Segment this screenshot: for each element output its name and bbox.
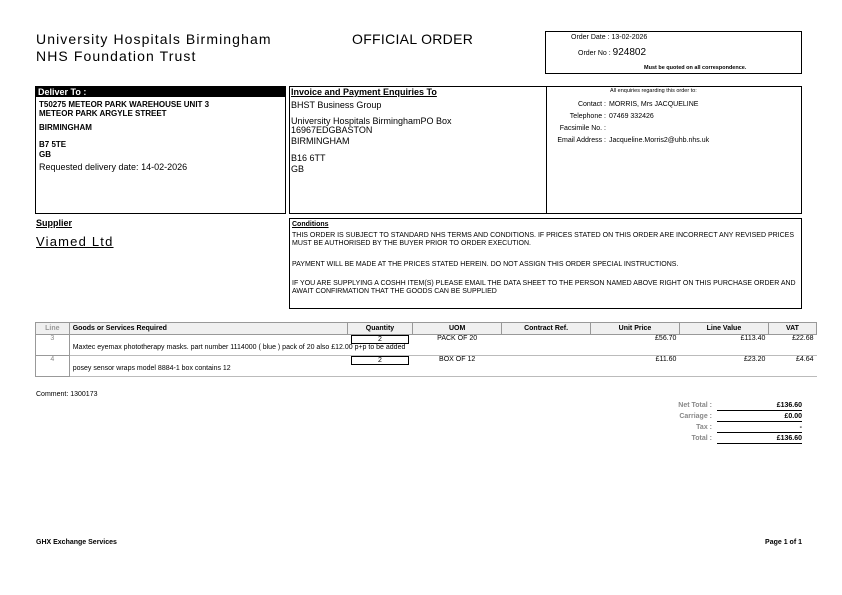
total-label: Total : [691,435,712,442]
invoice-heading: Invoice and Payment Enquiries To [291,87,437,97]
net-total-value: £136.60 [717,401,802,411]
row-description: posey sensor wraps model 8884-1 box contains 12 [69,365,816,377]
order-lines-table [35,322,817,377]
conditions-p2: PAYMENT WILL BE MADE AT THE PRICES STATED HEREIN. DO NOT ASSIGN THIS ORDER SPECIAL INSTRUCTIONS. [292,261,679,268]
invoice-line5: B16 6TT [291,153,326,163]
order-info-box [545,31,802,74]
table-row-description [36,344,817,356]
hospital-name-line1: University Hospitals Birmingham [36,31,272,47]
deliver-to-heading: Deliver To : [36,87,285,97]
invoice-box [289,86,802,214]
carriage-value: £0.00 [717,412,802,422]
row-vat: £4.64 [795,356,814,363]
col-line-value: Line Value [679,323,768,335]
row-quantity [347,356,412,366]
row-contract-ref [502,335,591,345]
telephone-label: Telephone : [569,113,606,120]
row-unit-price: £56.70 [655,335,677,342]
carriage-label: Carriage : [679,413,712,420]
deliver-to-box [35,86,286,214]
row-unit-price: £11.60 [655,356,677,363]
conditions-box [289,218,802,309]
footer-left: GHX Exchange Services [36,539,117,546]
quantity-box: 2 [351,356,409,365]
table-row-description [36,365,817,377]
conditions-p3: IF YOU ARE SUPPLYING A COSHH ITEM(S) PLEASE EMAIL THE DATA SHEET TO THE PERSON NAMED ABOVE RIGHT ON THIS PURCHASE ORDER AND AWAIT CONFIRMATION THAT THE GOODS CAN BE SUPPLIED [292,280,796,295]
col-goods: Goods or Services Required [69,323,347,335]
conditions-p1: THIS ORDER IS SUBJECT TO STANDARD NHS TERMS AND CONDITIONS. IF PRICES STATED ON THIS ORDER ARE INCORRECT ANY REVISED PRICES MUST BE AUTHORISED BY THE BUYER PRIOR TO ORDER EXECUTION. [292,232,795,247]
tax-label: Tax : [696,424,712,431]
row-contract-ref [502,356,591,366]
col-contract-ref: Contract Ref. [502,323,591,335]
row-uom: PACK OF 20 [437,335,478,342]
invoice-line1: BHST Business Group [291,100,382,110]
row-quantity [347,335,412,345]
row-line-number: 3 [36,335,70,356]
row-line-value: £23.20 [743,356,766,363]
order-date-label: Order Date : [571,34,610,41]
table-row [36,335,817,345]
row-vat: £22.68 [792,335,814,342]
order-date [571,34,647,41]
table-header-row [36,323,817,335]
net-total-label: Net Total : [678,402,712,409]
invoice-line6: GB [291,164,305,174]
document-title: OFFICIAL ORDER [352,31,474,47]
supplier-heading: Supplier [36,218,73,228]
deliver-line2: METEOR PARK ARGYLE STREET [39,109,167,118]
col-unit-price: Unit Price [591,323,680,335]
order-number-value: 924802 [612,47,647,58]
contact-label: Contact : [577,101,606,108]
col-uom: UOM [413,323,502,335]
col-line: Line [36,323,70,335]
hospital-name [36,31,272,65]
hospital-name-line2: NHS Foundation Trust [36,48,197,64]
col-quantity: Quantity [347,323,412,335]
telephone-value: 07469 332426 [609,113,654,120]
contact-value: MORRIS, Mrs JACQUELINE [609,101,699,108]
requested-delivery-date: Requested delivery date: 14-02-2026 [39,162,188,172]
total-value: £136.60 [717,434,802,444]
row-description: Maxtec eyemax phototherapy masks. part number 1114000 ( blue ) pack of 20 also £12.00 p+p to be added [69,344,816,356]
email-value[interactable]: Jacqueline.Morris2@uhb.nhs.uk [609,137,710,144]
col-vat: VAT [768,323,816,335]
invoice-line2: University Hospitals BirminghamPO Box [291,116,452,126]
order-comment: Comment: 1300173 [36,391,98,398]
page-number: Page 1 of 1 [765,539,802,546]
quote-note: Must be quoted on all correspondence. [644,65,747,71]
conditions-heading: Conditions [292,221,329,228]
contact-row [548,101,606,108]
order-date-value: 13-02-2026 [611,34,648,41]
deliver-line3: BIRMINGHAM [39,123,92,132]
deliver-line4: B7 5TE [39,140,67,149]
quantity-box: 2 [351,335,409,344]
invoice-line4: BIRMINGHAM [291,136,350,146]
tax-value: - [717,423,802,433]
fax-label: Facsimile No. : [559,125,606,132]
invoice-divider [546,87,547,213]
enquiries-heading: All enquiries regarding this order to: [610,88,697,94]
invoice-line3: 16967EDGBASTON [291,125,373,135]
row-line-number: 4 [36,356,70,377]
deliver-line1: T50275 METEOR PARK WAREHOUSE UNIT 3 [39,100,210,109]
table-row [36,356,817,366]
deliver-line5: GB [39,150,51,159]
order-number [578,47,646,58]
order-number-label: Order No : [578,50,611,57]
row-line-value: £113.40 [740,335,766,342]
row-uom: BOX OF 12 [439,356,476,363]
supplier-name: Viamed Ltd [36,234,114,249]
email-label: Email Address : [557,137,606,144]
